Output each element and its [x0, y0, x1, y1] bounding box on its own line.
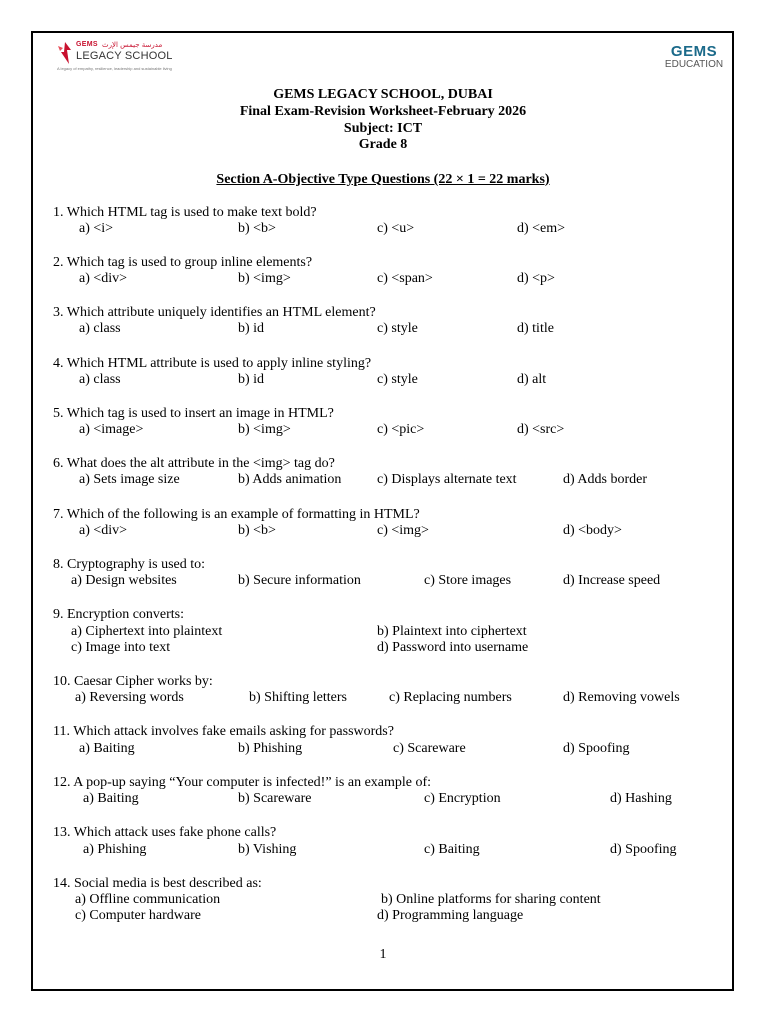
option: d) Spoofing	[563, 741, 630, 756]
option: c) <img>	[377, 523, 429, 538]
option: c) Displays alternate text	[377, 472, 517, 487]
question-text: 6. What does the alt attribute in the <img> tag do?	[53, 456, 335, 471]
option: c) Scareware	[393, 741, 466, 756]
option: b) Shifting letters	[249, 690, 347, 705]
option: a) <i>	[79, 221, 114, 236]
option: d) Hashing	[610, 791, 672, 806]
option: a) Baiting	[79, 741, 135, 756]
option: a) Reversing words	[75, 690, 184, 705]
option: a) <image>	[79, 422, 144, 437]
option: a) class	[79, 321, 121, 336]
option: b) <b>	[238, 523, 276, 538]
gems-education-logo	[660, 44, 728, 74]
option: d) <em>	[517, 221, 566, 236]
option: d) Programming language	[377, 908, 524, 923]
option: a) Phishing	[83, 842, 147, 857]
option: d) <src>	[517, 422, 565, 437]
option: d) <body>	[563, 523, 622, 538]
option: b) Phishing	[238, 741, 303, 756]
question-text: 5. Which tag is used to insert an image in HTML?	[53, 406, 334, 421]
option: c) <u>	[377, 221, 415, 236]
school-logo	[56, 40, 216, 74]
option: b) id	[238, 372, 265, 387]
option: c) Baiting	[424, 842, 480, 857]
question-text: 4. Which HTML attribute is used to apply inline styling?	[53, 356, 372, 371]
question-text: 10. Caesar Cipher works by:	[53, 674, 213, 689]
logo-right-brand: GEMS	[670, 43, 718, 60]
option: b) Adds animation	[238, 472, 342, 487]
option: d) <p>	[517, 271, 555, 286]
option: b) <b>	[238, 221, 276, 236]
option: d) Removing vowels	[563, 690, 680, 705]
question-text: 13. Which attack uses fake phone calls?	[53, 825, 277, 840]
subject-title: Subject: ICT	[343, 121, 423, 136]
question-text: 2. Which tag is used to group inline elements?	[53, 255, 313, 270]
option: c) style	[377, 321, 418, 336]
option: a) <div>	[79, 271, 128, 286]
option: c) Encryption	[424, 791, 501, 806]
option: c) Computer hardware	[75, 908, 201, 923]
option: d) title	[517, 321, 554, 336]
option: c) Store images	[424, 573, 512, 588]
option: c) style	[377, 372, 418, 387]
option: a) Ciphertext into plaintext	[71, 624, 223, 639]
question-text: 9. Encryption converts:	[53, 607, 185, 622]
option: b) Secure information	[238, 573, 361, 588]
page-number: 1	[379, 947, 387, 962]
option: a) Design websites	[71, 573, 177, 588]
question-text: 11. Which attack involves fake emails asking for passwords?	[53, 724, 394, 739]
option: a) Baiting	[83, 791, 139, 806]
option: a) Offline communication	[75, 892, 221, 907]
option: d) Adds border	[563, 472, 647, 487]
logo-brand: GEMS	[76, 41, 98, 48]
logo-right-sub: EDUCATION	[664, 59, 724, 70]
option: a) Sets image size	[79, 472, 180, 487]
option: c) <span>	[377, 271, 433, 286]
gems-flame-icon	[56, 42, 74, 64]
section-heading: Section A-Objective Type Questions (22 × 1 = 22 marks)	[216, 172, 550, 187]
option: b) Online platforms for sharing content	[381, 892, 601, 907]
question-text: 1. Which HTML tag is used to make text bold?	[53, 205, 317, 220]
option: d) Password into username	[377, 640, 529, 655]
logo-arabic: مدرسة جيمس الإرث	[102, 41, 163, 49]
option: d) Spoofing	[610, 842, 677, 857]
exam-title: Final Exam-Revision Worksheet-February 2026	[239, 104, 527, 119]
option: b) Scareware	[238, 791, 312, 806]
question-text: 12. A pop-up saying “Your computer is infected!” is an example of:	[53, 775, 432, 790]
option: c) Image into text	[71, 640, 171, 655]
option: a) class	[79, 372, 121, 387]
option: c) Replacing numbers	[389, 690, 512, 705]
question-text: 14. Social media is best described as:	[53, 876, 262, 891]
option: b) Plaintext into ciphertext	[377, 624, 527, 639]
school-title: GEMS LEGACY SCHOOL, DUBAI	[273, 87, 493, 102]
option: d) alt	[517, 372, 547, 387]
option: b) <img>	[238, 271, 291, 286]
option: c) <pic>	[377, 422, 425, 437]
option: b) id	[238, 321, 265, 336]
option: b) <img>	[238, 422, 291, 437]
option: b) Vishing	[238, 842, 297, 857]
question-text: 7. Which of the following is an example of formatting in HTML?	[53, 507, 420, 522]
option: d) Increase speed	[563, 573, 661, 588]
question-text: 3. Which attribute uniquely identifies an HTML element?	[53, 305, 376, 320]
question-text: 8. Cryptography is used to:	[53, 557, 206, 572]
logo-school-name: LEGACY SCHOOL	[76, 50, 173, 62]
logo-tagline: A legacy of empathy, resilience, leadership and sustainable living	[57, 66, 172, 71]
option: a) <div>	[79, 523, 128, 538]
grade-title: Grade 8	[358, 137, 408, 152]
